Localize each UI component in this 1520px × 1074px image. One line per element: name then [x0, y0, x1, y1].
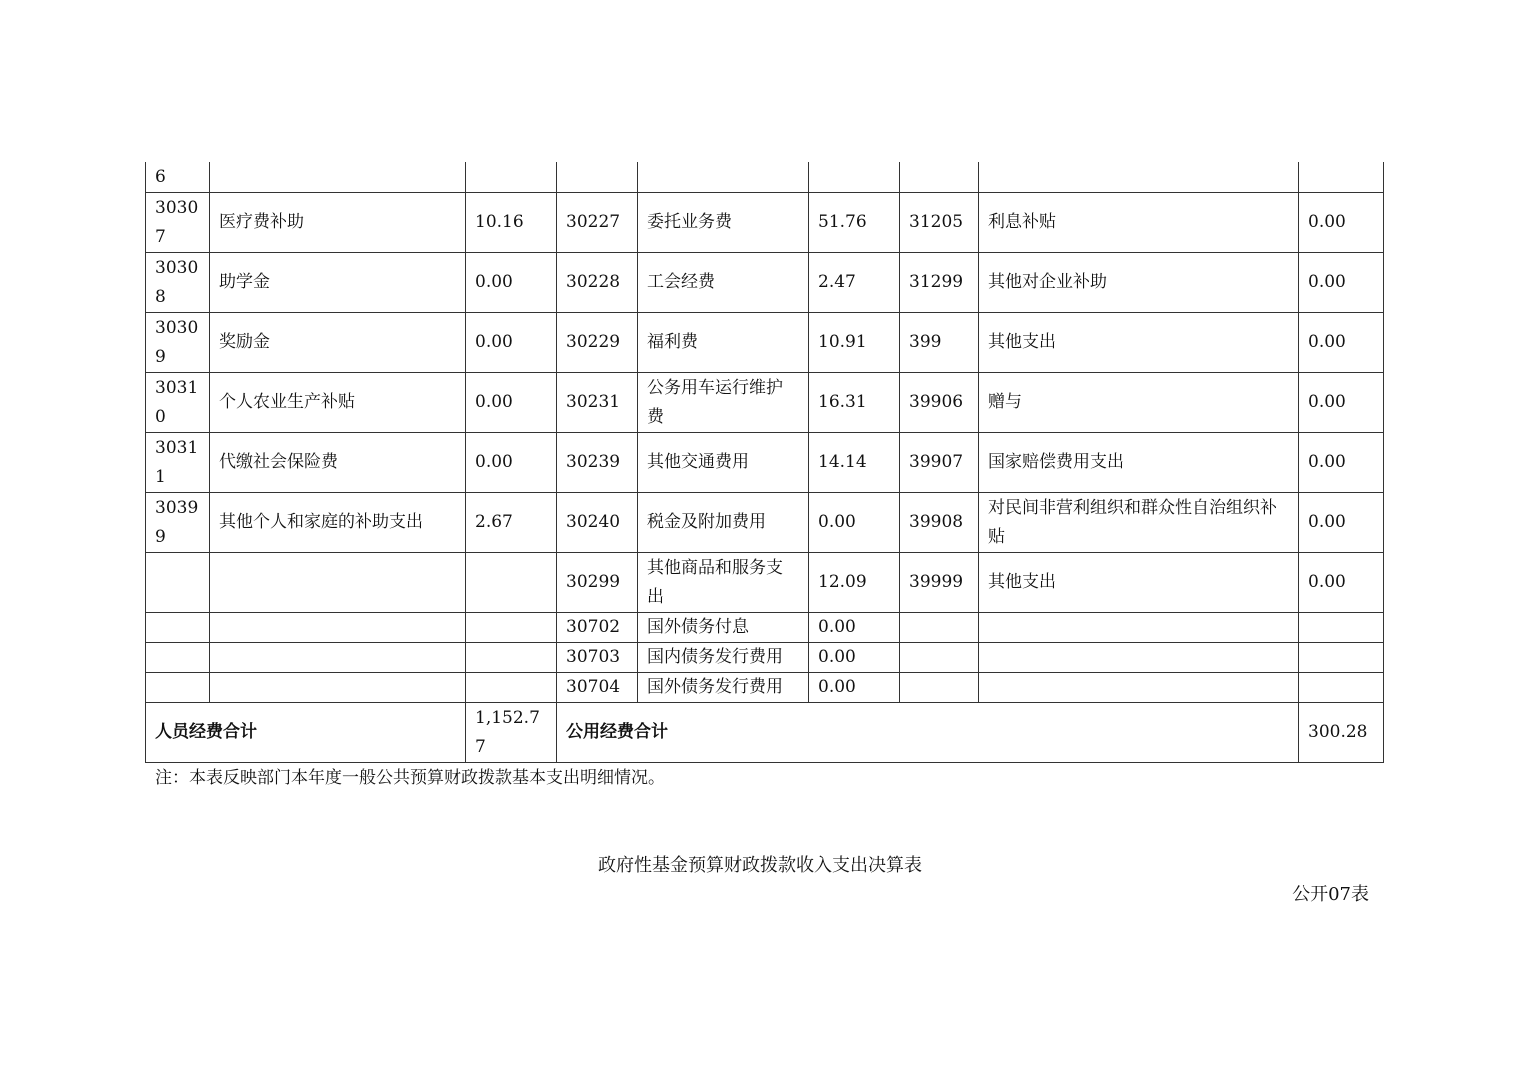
table-cell: [146, 613, 210, 643]
table-cell: 30704: [557, 673, 638, 703]
table-cell: 30231: [557, 373, 638, 433]
table-cell: 30703: [557, 643, 638, 673]
table-cell: 0.00: [809, 493, 900, 553]
table-cell: 国外债务付息: [638, 613, 809, 643]
table-cell: 30307: [146, 193, 210, 253]
table-cell: 30311: [146, 433, 210, 493]
table-row: [146, 193, 1384, 253]
table-cell: 其他商品和服务支出: [638, 553, 809, 613]
table-cell: 国内债务发行费用: [638, 643, 809, 673]
table-cell: 国外债务发行费用: [638, 673, 809, 703]
table-cell: 医疗费补助: [210, 193, 466, 253]
table-cell: 0.00: [1299, 373, 1384, 433]
table-cell: [146, 673, 210, 703]
table-cell: 其他支出: [979, 313, 1299, 373]
table-cell: [1299, 673, 1384, 703]
table-cell: [900, 613, 979, 643]
table-cell: 30399: [146, 493, 210, 553]
table-row: [146, 493, 1384, 553]
table-cell: 助学金: [210, 253, 466, 313]
table-cell: [638, 162, 809, 193]
table-cell: 39906: [900, 373, 979, 433]
table-row: [146, 253, 1384, 313]
table-cell: [210, 553, 466, 613]
table-cell: 39908: [900, 493, 979, 553]
table-cell: [210, 613, 466, 643]
table-cell: [466, 162, 557, 193]
table-cell: 个人农业生产补贴: [210, 373, 466, 433]
table-cell: 2.67: [466, 493, 557, 553]
table-cell: 奖励金: [210, 313, 466, 373]
personnel-total-label: 人员经费合计: [146, 703, 466, 763]
table-cell: 委托业务费: [638, 193, 809, 253]
table-cell: [466, 613, 557, 643]
table-row: [146, 433, 1384, 493]
table-cell: 399: [900, 313, 979, 373]
table-cell: 其他交通费用: [638, 433, 809, 493]
table-cell: [146, 553, 210, 613]
table-cell: 0.00: [1299, 313, 1384, 373]
table-cell: 30239: [557, 433, 638, 493]
table-cell: [979, 162, 1299, 193]
table-cell: 30309: [146, 313, 210, 373]
table-cell: 39999: [900, 553, 979, 613]
table-cell: [1299, 162, 1384, 193]
table-cell: [900, 643, 979, 673]
table-cell: 福利费: [638, 313, 809, 373]
table-cell: 30308: [146, 253, 210, 313]
public-total-value: 300.28: [1299, 703, 1384, 763]
table-cell: [809, 162, 900, 193]
table-row: [146, 643, 1384, 673]
table-cell: 0.00: [1299, 433, 1384, 493]
table-cell: 12.09: [809, 553, 900, 613]
table-cell: 6: [146, 162, 210, 193]
table-cell: [466, 553, 557, 613]
table-cell: 其他支出: [979, 553, 1299, 613]
table-cell: 利息补贴: [979, 193, 1299, 253]
table-note: 注：本表反映部门本年度一般公共预算财政拨款基本支出明细情况。: [155, 768, 665, 788]
table-cell: 0.00: [466, 313, 557, 373]
table-cell: 30702: [557, 613, 638, 643]
table-cell: 14.14: [809, 433, 900, 493]
table-cell: [1299, 613, 1384, 643]
next-table-title: 政府性基金预算财政拨款收入支出决算表: [598, 855, 922, 876]
table-cell: [979, 613, 1299, 643]
table-cell: 赠与: [979, 373, 1299, 433]
table-cell: 其他个人和家庭的补助支出: [210, 493, 466, 553]
table-cell: 31205: [900, 193, 979, 253]
table-cell: [979, 643, 1299, 673]
table-cell: [210, 162, 466, 193]
table-cell: 代缴社会保险费: [210, 433, 466, 493]
table-cell: 30240: [557, 493, 638, 553]
table-cell: 对民间非营利组织和群众性自治组织补贴: [979, 493, 1299, 553]
table-row: [146, 162, 1384, 193]
table-cell: 0.00: [466, 433, 557, 493]
table-cell: 16.31: [809, 373, 900, 433]
table-cell: 30228: [557, 253, 638, 313]
table-cell: 税金及附加费用: [638, 493, 809, 553]
table-cell: [900, 673, 979, 703]
table-cell: 10.16: [466, 193, 557, 253]
table-cell: 2.47: [809, 253, 900, 313]
table-cell: 其他对企业补助: [979, 253, 1299, 313]
table-cell: 39907: [900, 433, 979, 493]
table-cell: [210, 643, 466, 673]
table-cell: 30227: [557, 193, 638, 253]
table-row: [146, 373, 1384, 433]
table-cell: 公务用车运行维护费: [638, 373, 809, 433]
table-cell: [466, 673, 557, 703]
next-table-number: 公开07表: [1292, 884, 1369, 905]
table-cell: [557, 162, 638, 193]
table-cell: [210, 673, 466, 703]
table-cell: [979, 673, 1299, 703]
table-cell: 国家赔偿费用支出: [979, 433, 1299, 493]
table-cell: 10.91: [809, 313, 900, 373]
table-cell: 0.00: [809, 673, 900, 703]
table-cell: 0.00: [1299, 493, 1384, 553]
table-cell: 30229: [557, 313, 638, 373]
totals-row: [146, 703, 1384, 763]
public-total-label: 公用经费合计: [557, 703, 1299, 763]
table-cell: 30299: [557, 553, 638, 613]
table-cell: 0.00: [809, 613, 900, 643]
table-row: [146, 313, 1384, 373]
table-cell: 30310: [146, 373, 210, 433]
table-cell: [900, 162, 979, 193]
table-row: [146, 673, 1384, 703]
table-cell: [1299, 643, 1384, 673]
table-cell: 0.00: [466, 373, 557, 433]
table-cell: 51.76: [809, 193, 900, 253]
table-cell: [466, 643, 557, 673]
table-cell: 工会经费: [638, 253, 809, 313]
table-cell: 0.00: [466, 253, 557, 313]
table-cell: 0.00: [1299, 253, 1384, 313]
table-cell: 31299: [900, 253, 979, 313]
personnel-total-value: 1,152.77: [466, 703, 557, 763]
table-row: [146, 553, 1384, 613]
table-cell: 0.00: [1299, 193, 1384, 253]
table-row: [146, 613, 1384, 643]
table-cell: [146, 643, 210, 673]
table-cell: 0.00: [1299, 553, 1384, 613]
table-cell: 0.00: [809, 643, 900, 673]
basic-expenditure-detail-table: [145, 162, 1384, 763]
